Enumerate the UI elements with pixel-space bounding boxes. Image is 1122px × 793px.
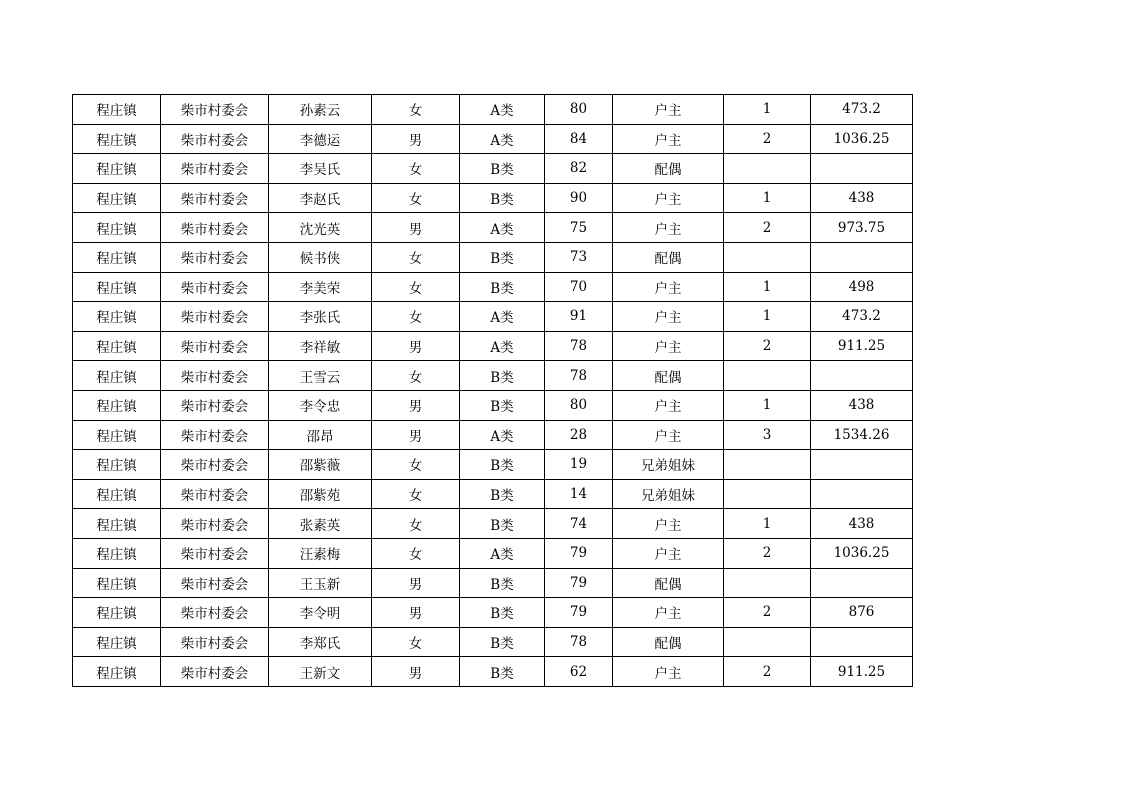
table-row (73, 272, 913, 302)
household-size-cell (724, 361, 811, 391)
age-cell: 78 (545, 627, 613, 657)
category-cell: B类 (460, 154, 545, 184)
village-committee-cell: 柴市村委会 (161, 420, 269, 450)
gender-cell: 女 (372, 479, 460, 509)
gender-cell: 女 (372, 450, 460, 480)
category-cell: A类 (460, 302, 545, 332)
household-size-cell: 2 (724, 657, 811, 687)
name-cell: 邵紫薇 (269, 450, 372, 480)
town-cell: 程庄镇 (73, 331, 161, 361)
town-cell: 程庄镇 (73, 154, 161, 184)
category-cell: B类 (460, 272, 545, 302)
name-cell: 孙素云 (269, 95, 372, 125)
town-cell: 程庄镇 (73, 538, 161, 568)
table-row (73, 213, 913, 243)
household-size-cell: 2 (724, 331, 811, 361)
amount-cell: 1036.25 (811, 538, 913, 568)
amount-cell: 473.2 (811, 302, 913, 332)
table-row (73, 657, 913, 687)
name-cell: 李令忠 (269, 390, 372, 420)
name-cell: 李赵氏 (269, 183, 372, 213)
category-cell: B类 (460, 509, 545, 539)
age-cell: 78 (545, 331, 613, 361)
name-cell: 邵昂 (269, 420, 372, 450)
age-cell: 73 (545, 242, 613, 272)
town-cell: 程庄镇 (73, 302, 161, 332)
village-committee-cell: 柴市村委会 (161, 361, 269, 391)
gender-cell: 男 (372, 598, 460, 628)
relation-cell: 户主 (613, 598, 724, 628)
household-size-cell (724, 568, 811, 598)
relation-cell: 配偶 (613, 627, 724, 657)
amount-cell: 1036.25 (811, 124, 913, 154)
village-committee-cell: 柴市村委会 (161, 657, 269, 687)
table-body (73, 95, 913, 687)
name-cell: 候书侠 (269, 242, 372, 272)
household-size-cell: 2 (724, 538, 811, 568)
relation-cell: 户主 (613, 420, 724, 450)
town-cell: 程庄镇 (73, 509, 161, 539)
name-cell: 张素英 (269, 509, 372, 539)
category-cell: B类 (460, 598, 545, 628)
household-size-cell (724, 450, 811, 480)
amount-cell: 911.25 (811, 331, 913, 361)
household-size-cell: 2 (724, 213, 811, 243)
category-cell: B类 (460, 568, 545, 598)
relation-cell: 户主 (613, 183, 724, 213)
amount-cell: 473.2 (811, 95, 913, 125)
village-committee-cell: 柴市村委会 (161, 450, 269, 480)
town-cell: 程庄镇 (73, 450, 161, 480)
relation-cell: 户主 (613, 331, 724, 361)
age-cell: 91 (545, 302, 613, 332)
category-cell: B类 (460, 183, 545, 213)
town-cell: 程庄镇 (73, 272, 161, 302)
village-committee-cell: 柴市村委会 (161, 213, 269, 243)
relation-cell: 兄弟姐妹 (613, 479, 724, 509)
gender-cell: 男 (372, 390, 460, 420)
name-cell: 李吴氏 (269, 154, 372, 184)
name-cell: 邵紫苑 (269, 479, 372, 509)
relation-cell: 配偶 (613, 242, 724, 272)
village-committee-cell: 柴市村委会 (161, 95, 269, 125)
name-cell: 汪素梅 (269, 538, 372, 568)
age-cell: 80 (545, 95, 613, 125)
village-committee-cell: 柴市村委会 (161, 154, 269, 184)
age-cell: 90 (545, 183, 613, 213)
category-cell: B类 (460, 390, 545, 420)
amount-cell: 438 (811, 509, 913, 539)
category-cell: A类 (460, 538, 545, 568)
household-size-cell: 1 (724, 302, 811, 332)
household-roster-table (72, 94, 913, 687)
village-committee-cell: 柴市村委会 (161, 183, 269, 213)
relation-cell: 户主 (613, 124, 724, 154)
gender-cell: 女 (372, 95, 460, 125)
gender-cell: 女 (372, 538, 460, 568)
table-row (73, 390, 913, 420)
table-row (73, 95, 913, 125)
amount-cell (811, 627, 913, 657)
age-cell: 14 (545, 479, 613, 509)
gender-cell: 女 (372, 272, 460, 302)
table-row (73, 479, 913, 509)
gender-cell: 女 (372, 154, 460, 184)
category-cell: A类 (460, 213, 545, 243)
category-cell: B类 (460, 479, 545, 509)
table-row (73, 124, 913, 154)
household-size-cell: 2 (724, 598, 811, 628)
name-cell: 王玉新 (269, 568, 372, 598)
table-row (73, 154, 913, 184)
age-cell: 28 (545, 420, 613, 450)
relation-cell: 户主 (613, 272, 724, 302)
table-row (73, 420, 913, 450)
village-committee-cell: 柴市村委会 (161, 568, 269, 598)
village-committee-cell: 柴市村委会 (161, 509, 269, 539)
age-cell: 62 (545, 657, 613, 687)
category-cell: A类 (460, 124, 545, 154)
village-committee-cell: 柴市村委会 (161, 479, 269, 509)
gender-cell: 男 (372, 124, 460, 154)
village-committee-cell: 柴市村委会 (161, 538, 269, 568)
amount-cell: 1534.26 (811, 420, 913, 450)
relation-cell: 户主 (613, 302, 724, 332)
relation-cell: 户主 (613, 657, 724, 687)
table-row (73, 538, 913, 568)
gender-cell: 男 (372, 420, 460, 450)
household-size-cell: 3 (724, 420, 811, 450)
table-row (73, 361, 913, 391)
amount-cell (811, 361, 913, 391)
age-cell: 79 (545, 568, 613, 598)
age-cell: 79 (545, 538, 613, 568)
name-cell: 李张氏 (269, 302, 372, 332)
household-size-cell (724, 154, 811, 184)
amount-cell (811, 242, 913, 272)
town-cell: 程庄镇 (73, 568, 161, 598)
table-row (73, 509, 913, 539)
age-cell: 19 (545, 450, 613, 480)
category-cell: A类 (460, 420, 545, 450)
town-cell: 程庄镇 (73, 95, 161, 125)
relation-cell: 配偶 (613, 361, 724, 391)
gender-cell: 男 (372, 657, 460, 687)
town-cell: 程庄镇 (73, 420, 161, 450)
village-committee-cell: 柴市村委会 (161, 124, 269, 154)
town-cell: 程庄镇 (73, 479, 161, 509)
town-cell: 程庄镇 (73, 657, 161, 687)
relation-cell: 户主 (613, 390, 724, 420)
category-cell: B类 (460, 627, 545, 657)
household-size-cell (724, 242, 811, 272)
age-cell: 75 (545, 213, 613, 243)
village-committee-cell: 柴市村委会 (161, 390, 269, 420)
category-cell: A类 (460, 331, 545, 361)
household-size-cell (724, 479, 811, 509)
village-committee-cell: 柴市村委会 (161, 627, 269, 657)
gender-cell: 女 (372, 242, 460, 272)
relation-cell: 配偶 (613, 154, 724, 184)
village-committee-cell: 柴市村委会 (161, 242, 269, 272)
gender-cell: 男 (372, 568, 460, 598)
category-cell: B类 (460, 450, 545, 480)
relation-cell: 兄弟姐妹 (613, 450, 724, 480)
household-size-cell: 2 (724, 124, 811, 154)
household-size-cell: 1 (724, 390, 811, 420)
table-row (73, 627, 913, 657)
table-row (73, 568, 913, 598)
amount-cell (811, 479, 913, 509)
table-row (73, 598, 913, 628)
household-size-cell: 1 (724, 183, 811, 213)
town-cell: 程庄镇 (73, 183, 161, 213)
name-cell: 王雪云 (269, 361, 372, 391)
category-cell: A类 (460, 95, 545, 125)
name-cell: 沈光英 (269, 213, 372, 243)
amount-cell (811, 568, 913, 598)
household-size-cell: 1 (724, 272, 811, 302)
category-cell: B类 (460, 657, 545, 687)
gender-cell: 男 (372, 213, 460, 243)
age-cell: 78 (545, 361, 613, 391)
amount-cell: 876 (811, 598, 913, 628)
name-cell: 李祥敏 (269, 331, 372, 361)
table-row (73, 331, 913, 361)
amount-cell: 498 (811, 272, 913, 302)
household-size-cell: 1 (724, 95, 811, 125)
village-committee-cell: 柴市村委会 (161, 302, 269, 332)
gender-cell: 男 (372, 331, 460, 361)
table-row (73, 183, 913, 213)
age-cell: 84 (545, 124, 613, 154)
age-cell: 70 (545, 272, 613, 302)
gender-cell: 女 (372, 509, 460, 539)
amount-cell (811, 154, 913, 184)
age-cell: 74 (545, 509, 613, 539)
relation-cell: 户主 (613, 509, 724, 539)
category-cell: B类 (460, 242, 545, 272)
household-size-cell: 1 (724, 509, 811, 539)
village-committee-cell: 柴市村委会 (161, 598, 269, 628)
name-cell: 李德运 (269, 124, 372, 154)
village-committee-cell: 柴市村委会 (161, 272, 269, 302)
amount-cell: 911.25 (811, 657, 913, 687)
name-cell: 李令明 (269, 598, 372, 628)
table-row (73, 302, 913, 332)
town-cell: 程庄镇 (73, 361, 161, 391)
age-cell: 79 (545, 598, 613, 628)
table-row (73, 450, 913, 480)
age-cell: 82 (545, 154, 613, 184)
relation-cell: 户主 (613, 95, 724, 125)
gender-cell: 女 (372, 627, 460, 657)
table-row (73, 242, 913, 272)
age-cell: 80 (545, 390, 613, 420)
name-cell: 王新文 (269, 657, 372, 687)
gender-cell: 女 (372, 183, 460, 213)
town-cell: 程庄镇 (73, 213, 161, 243)
village-committee-cell: 柴市村委会 (161, 331, 269, 361)
town-cell: 程庄镇 (73, 124, 161, 154)
relation-cell: 配偶 (613, 568, 724, 598)
gender-cell: 女 (372, 302, 460, 332)
amount-cell: 438 (811, 390, 913, 420)
town-cell: 程庄镇 (73, 242, 161, 272)
amount-cell (811, 450, 913, 480)
amount-cell: 973.75 (811, 213, 913, 243)
name-cell: 李美荣 (269, 272, 372, 302)
gender-cell: 女 (372, 361, 460, 391)
relation-cell: 户主 (613, 213, 724, 243)
town-cell: 程庄镇 (73, 627, 161, 657)
amount-cell: 438 (811, 183, 913, 213)
town-cell: 程庄镇 (73, 598, 161, 628)
category-cell: B类 (460, 361, 545, 391)
household-size-cell (724, 627, 811, 657)
relation-cell: 户主 (613, 538, 724, 568)
town-cell: 程庄镇 (73, 390, 161, 420)
name-cell: 李郑氏 (269, 627, 372, 657)
